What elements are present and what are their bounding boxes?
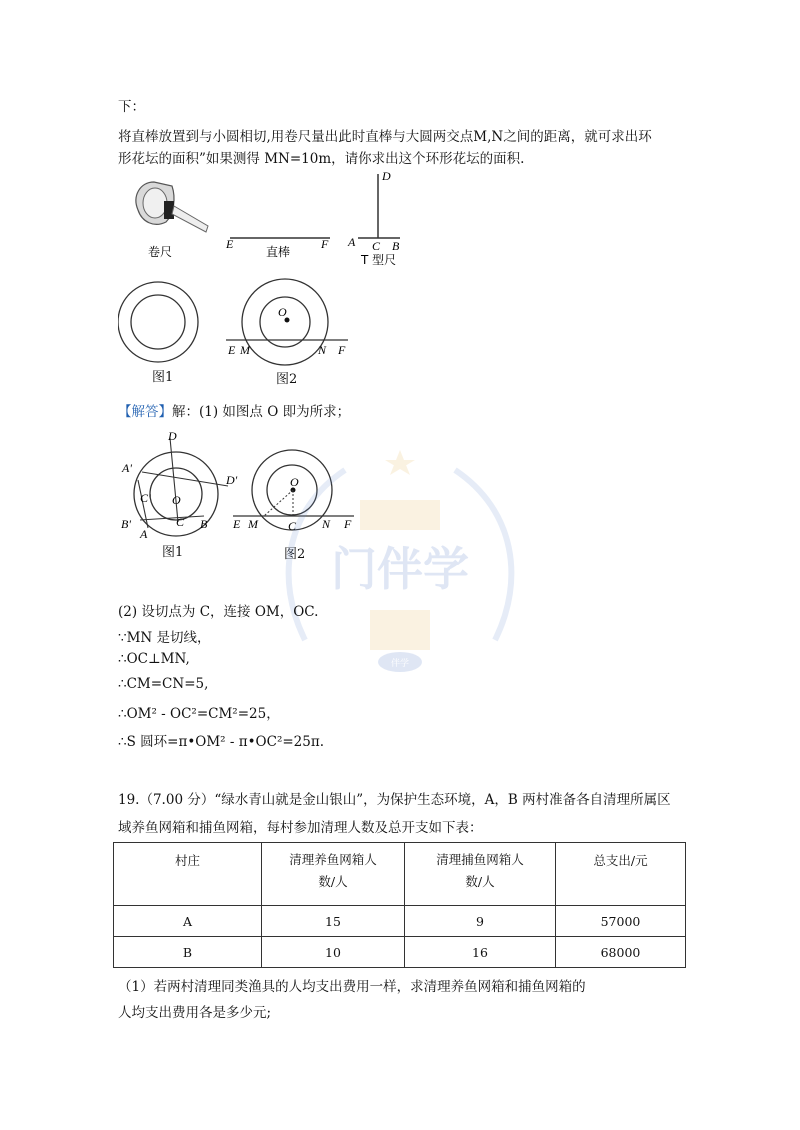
tsquare-A: A xyxy=(348,235,356,249)
cell-total: 57000 xyxy=(556,906,686,937)
stick-label: 直棒 xyxy=(266,245,291,259)
solution-line-4: ∴CM=CN=5, xyxy=(118,676,209,692)
solution-line-2: ∵MN 是切线， xyxy=(118,630,211,646)
watermark xyxy=(275,440,525,704)
fig2-O: O xyxy=(278,305,287,319)
cell-total: 68000 xyxy=(556,937,686,968)
star-icon xyxy=(385,450,415,475)
cell-fish-farm: 10 xyxy=(262,937,405,968)
fig2-label: 图2 xyxy=(276,372,298,387)
answer-line xyxy=(118,400,350,420)
q19-line-2: 域养鱼网箱和捕鱼网箱，每村参加清理人数及总开支如下表： xyxy=(118,820,483,836)
ans-fig1-B1: B' xyxy=(121,517,131,531)
header-village: 村庄 xyxy=(114,843,262,906)
ans-fig1-label: 图1 xyxy=(162,545,184,560)
fig2-F: F xyxy=(338,343,346,357)
solution-line-5: ∴OM² - OC²=CM²=25， xyxy=(118,706,280,722)
cell-fish-farm: 15 xyxy=(262,906,405,937)
ans-fig1-B: B xyxy=(200,517,208,531)
ans-fig2-F: F xyxy=(344,517,352,531)
ans-fig2-E: E xyxy=(233,517,241,531)
table-row xyxy=(114,937,686,968)
watermark-badge: 伴学 xyxy=(390,659,410,669)
stick-F: F xyxy=(321,237,329,251)
ans-fig2-N: N xyxy=(322,517,331,531)
ans-fig1-D: D xyxy=(168,429,177,443)
answer-text: 解：(1) 如图点 O 即为所求； xyxy=(172,404,351,420)
tsquare-B: B xyxy=(392,239,400,253)
fig2-E: E xyxy=(228,343,236,357)
header-total: 总支出/元 xyxy=(556,843,686,906)
fig1-label: 图1 xyxy=(152,370,174,385)
tsquare-C: C xyxy=(372,239,381,253)
cap-icon xyxy=(360,500,440,530)
solution-line-6: ∴S 圆环=π•OM² - π•OC²=25π. xyxy=(118,734,325,750)
ans-fig1-C: C xyxy=(176,515,185,529)
fig2-big-circle xyxy=(242,279,328,365)
ans-fig1-O: O xyxy=(172,493,181,507)
ans-fig2-O: O xyxy=(290,475,299,489)
ans-fig2-label: 图2 xyxy=(284,547,306,562)
tape-measure-icon xyxy=(136,182,208,232)
intro-line-2: 将直棒放置到与小圆相切,用卷尺量出此时直棒与大圆两交点M,N之间的距离，就可求出环 xyxy=(118,129,652,145)
ans-fig2-M: M xyxy=(248,517,258,531)
cell-village: A xyxy=(114,906,262,937)
solution-line-3: ∴OC⊥MN, xyxy=(118,651,190,667)
table-header-row xyxy=(114,843,686,906)
ans-fig1-C1: C' xyxy=(140,491,151,505)
tsquare-label: T 型尺 xyxy=(361,253,397,267)
cell-fish-catch: 9 xyxy=(405,906,556,937)
tsquare-D: D xyxy=(382,169,391,183)
stick-E: E xyxy=(226,237,234,251)
fig1-big-circle xyxy=(118,282,198,362)
fig2-M: M xyxy=(240,343,250,357)
intro-line-3: 形花坛的面积”如果测得 MN=10m，请你求出这个环形花坛的面积. xyxy=(118,151,525,167)
watermark-text: 门伴学 xyxy=(331,542,469,596)
fig2-N: N xyxy=(318,343,327,357)
header-fish-catch: 清理捕鱼网箱人 数/人 xyxy=(405,843,556,906)
answer-tag: 【解答】 xyxy=(118,404,172,420)
intro-line-1: 下： xyxy=(118,99,145,115)
building-icon xyxy=(370,610,430,650)
q19-line-1: 19.（7.00 分）“绿水青山就是金山银山”，为保护生态环境，A，B 两村准备各自清理所属区 xyxy=(118,792,671,808)
ans-fig1-A: A xyxy=(140,527,148,541)
ans-fig1-line-DC xyxy=(170,438,178,522)
tape-label: 卷尺 xyxy=(148,245,173,259)
ans-fig1-A1: A' xyxy=(122,461,132,475)
q19-part1-line-1: （1）若两村清理同类渔具的人均支出费用一样，求清理养鱼网箱和捕鱼网箱的 xyxy=(118,979,586,995)
header-fish-farm: 清理养鱼网箱人 数/人 xyxy=(262,843,405,906)
fig1-small-circle xyxy=(131,295,185,349)
solution-line-1: (2) 设切点为 C，连接 OM，OC. xyxy=(118,604,319,620)
cell-village: B xyxy=(114,937,262,968)
tools-figure xyxy=(118,168,418,270)
table-row xyxy=(114,906,686,937)
cell-fish-catch: 16 xyxy=(405,937,556,968)
q19-part1-line-2: 人均支出费用各是多少元; xyxy=(118,1005,272,1021)
ans-fig2-C: C xyxy=(288,519,297,533)
ans-fig1-D1: D' xyxy=(226,473,238,487)
data-table xyxy=(113,842,686,968)
